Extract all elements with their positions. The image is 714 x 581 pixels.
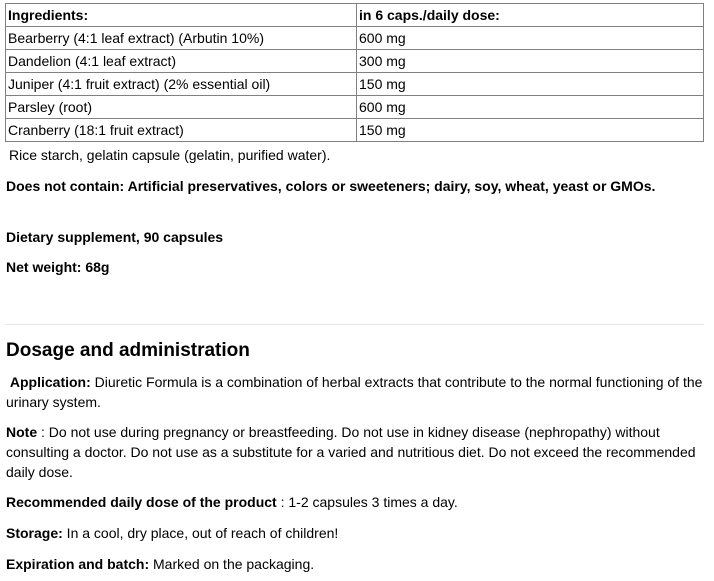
- ingredient-name: Dandelion (4:1 leaf extract): [6, 50, 357, 73]
- ingredient-dose: 150 mg: [357, 73, 704, 96]
- application-label: Application:: [9, 374, 91, 390]
- application-text: Diuretic Formula is a combination of herbal extracts that contribute to the normal functioning of the urinary system.: [6, 374, 703, 410]
- recommended-paragraph: [6, 492, 706, 512]
- ingredient-dose: 600 mg: [357, 96, 704, 119]
- does-not-contain: Does not contain: Artificial preservatives, colors or sweeteners; dairy, soy, wheat, yeast or GMOs.: [6, 178, 656, 194]
- ingredient-name: Cranberry (18:1 fruit extract): [6, 119, 357, 142]
- storage-text: In a cool, dry place, out of reach of children!: [62, 525, 339, 541]
- note-text: : Do not use during pregnancy or breastfeeding. Do not use in kidney disease (nephropathy) without consulting a doctor. Do not use as a substitute for a varied and nutritious diet. Do not exceed the recommended daily dose.: [6, 424, 696, 480]
- ingredient-name: Bearberry (4:1 leaf extract) (Arbutin 10%): [6, 27, 357, 50]
- table-row: [6, 119, 704, 142]
- expiration-text: Marked on the packaging.: [149, 556, 315, 572]
- table-header-row: [6, 4, 704, 27]
- header-ingredients: Ingredients:: [6, 4, 357, 27]
- table-row: [6, 96, 704, 119]
- expiration-label: Expiration and batch:: [6, 556, 150, 572]
- application-paragraph: [6, 372, 703, 412]
- dosage-title: Dosage and administration: [6, 340, 250, 361]
- other-ingredients: Rice starch, gelatin capsule (gelatin, purified water).: [9, 147, 331, 163]
- recommended-label: Recommended daily dose of the product: [6, 494, 277, 510]
- section-divider: [5, 324, 704, 325]
- recommended-text: : 1-2 capsules 3 times a day.: [276, 494, 458, 510]
- ingredient-dose: 150 mg: [357, 119, 704, 142]
- table-row: [6, 27, 704, 50]
- storage-paragraph: [6, 523, 706, 543]
- note-paragraph: [6, 422, 706, 482]
- expiration-paragraph: [6, 554, 706, 574]
- note-label: Note: [6, 424, 38, 440]
- ingredients-table: [5, 3, 704, 142]
- ingredient-dose: 600 mg: [357, 27, 704, 50]
- product-type: Dietary supplement, 90 capsules: [6, 229, 224, 245]
- header-dose: in 6 caps./daily dose:: [357, 4, 704, 27]
- net-weight: Net weight: 68g: [6, 259, 110, 275]
- ingredient-name: Parsley (root): [6, 96, 357, 119]
- table-row: [6, 73, 704, 96]
- storage-label: Storage:: [6, 525, 63, 541]
- ingredient-name: Juniper (4:1 fruit extract) (2% essential oil): [6, 73, 357, 96]
- ingredient-dose: 300 mg: [357, 50, 704, 73]
- table-row: [6, 50, 704, 73]
